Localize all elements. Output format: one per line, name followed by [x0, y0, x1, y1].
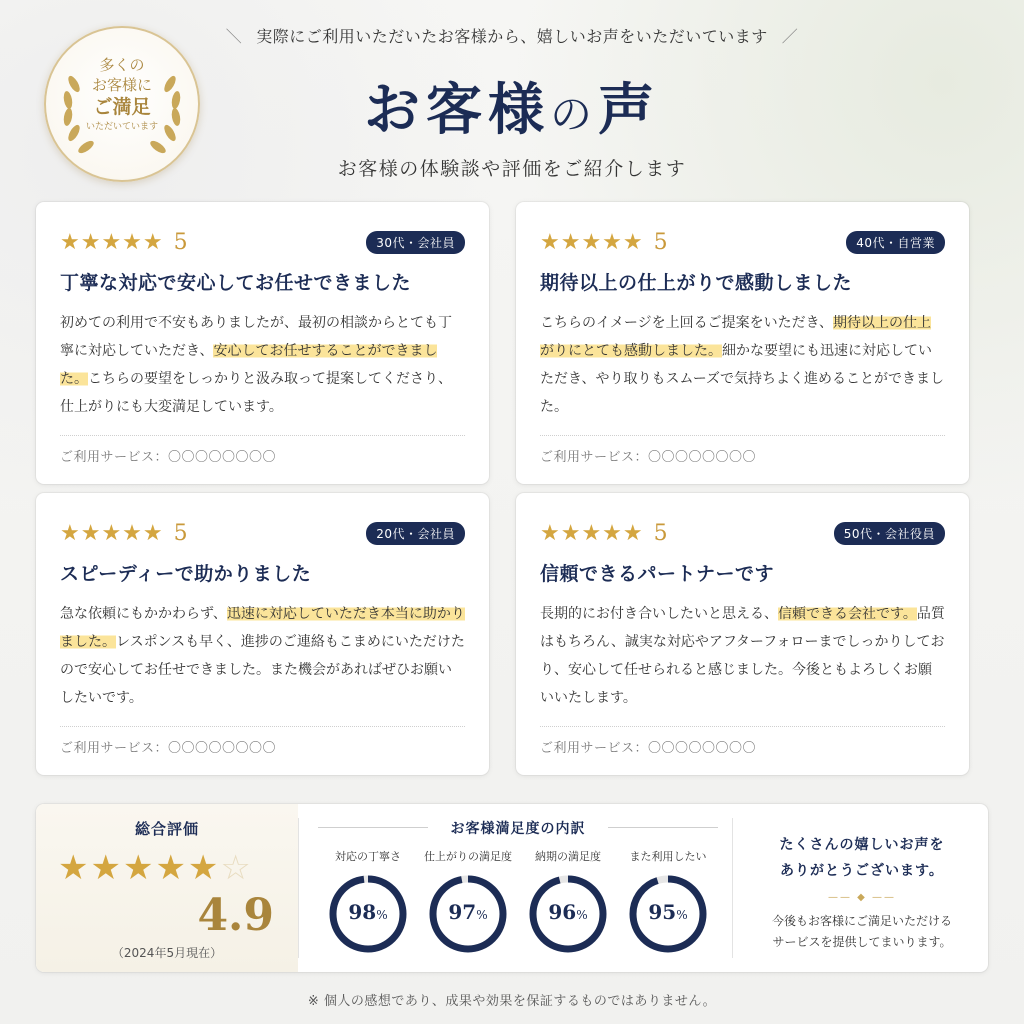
metric-value [328, 900, 408, 924]
review-title: 信頼できるパートナーです [540, 563, 775, 585]
progress-ring [428, 874, 508, 954]
metric-unit: % [676, 908, 688, 922]
review-text: 急な依頼にもかかわらず、 [60, 606, 227, 622]
metric-value [428, 900, 508, 924]
badge-line-4: いただいています [85, 121, 158, 132]
metric-number: 97 [448, 900, 477, 924]
metric-value [628, 900, 708, 924]
star-icons: ★★★★★ [540, 229, 644, 255]
review-card-header [60, 228, 465, 256]
rating-score: 5 [173, 520, 189, 546]
review-card-header [540, 228, 945, 256]
thanks-body-line-1: 今後もお客様にご満足いただける [771, 914, 952, 928]
star-rating [60, 521, 189, 546]
partial-star-icon: ★ [187, 848, 221, 888]
review-title: 丁寧な対応で安心してお任せできました [60, 272, 412, 294]
badge-line-1: 多くの [99, 56, 145, 74]
breakdown-title: お客様満足度の内訳 [318, 818, 718, 838]
star-rating [60, 230, 189, 255]
satisfaction-badge [44, 26, 200, 182]
rating-score: 5 [653, 229, 669, 255]
review-highlight: 信頼できる会社です。 [778, 606, 917, 622]
review-title: 期待以上の仕上がりで感動しました [540, 272, 853, 294]
overall-stars [58, 848, 253, 888]
divider [60, 726, 465, 727]
divider [60, 435, 465, 436]
metric-label: 対応の丁寧さ [335, 850, 401, 863]
thanks-line-1: たくさんの嬉しいお声を [779, 837, 945, 853]
service-used: ご利用サービス：〇〇〇〇〇〇〇〇 [540, 741, 757, 756]
metric-label: 仕上がりの満足度 [424, 850, 512, 863]
star-icons: ★★★★★ [540, 520, 644, 546]
metric-label: 納期の満足度 [535, 850, 601, 863]
review-text: こちらのイメージを上回るご提案をいただき、 [540, 315, 834, 331]
metric-label: また利用したい [629, 850, 707, 863]
divider [540, 726, 945, 727]
star-icons: ★★★★★ [60, 520, 164, 546]
metric-repeat [618, 848, 718, 954]
title-part-b: の [549, 90, 598, 139]
review-card [36, 493, 489, 775]
reviewer-tag: 40代・自営業 [846, 231, 945, 254]
review-card [516, 202, 969, 484]
left-slash: ＼ [225, 27, 243, 46]
empty-star-icon: ☆ [220, 848, 253, 888]
review-text: 細かな要望にも迅速に対応していただき、やり取りもスムーズで気持ちよく進めることができました。 [540, 343, 945, 415]
overall-label: 総合評価 [134, 820, 199, 838]
star-rating [540, 521, 669, 546]
title-part-c: 声 [598, 77, 660, 143]
metric-politeness [318, 848, 418, 954]
thanks-body-line-2: サービスを提供してまいります。 [772, 935, 952, 949]
lead-message: 実際にご利用いただいたお客様から、嬉しいお声をいただいています [256, 27, 768, 46]
review-card-header [540, 519, 945, 547]
review-text: 初めての利用で不安もありましたが、最初の相談からとても丁寧に対応していただき、 [60, 315, 452, 359]
star-rating [540, 230, 669, 255]
metric-number: 98 [348, 900, 377, 924]
divider [732, 818, 733, 958]
star-icons: ★★★★ [58, 848, 188, 888]
metric-delivery [518, 848, 618, 954]
thanks-title [736, 832, 988, 884]
satisfaction-breakdown [318, 804, 718, 972]
review-body [540, 309, 945, 421]
thanks-body [736, 911, 988, 953]
thanks-line-2: ありがとうございます。 [780, 863, 944, 879]
progress-ring [628, 874, 708, 954]
metric-number: 95 [648, 900, 677, 924]
metric-finish-quality [418, 848, 518, 954]
metric-unit: % [376, 908, 388, 922]
review-text: レスポンスも早く、進捗のご連絡もこまめにいただけたので安心してお任せできました。また機会があればぜひお願いしたいです。 [60, 634, 465, 706]
service-used: ご利用サービス：〇〇〇〇〇〇〇〇 [540, 450, 757, 465]
title-part-a: お客様 [363, 77, 550, 143]
review-highlight: 迅速に対応していただき本当に助かりました。 [60, 606, 465, 650]
service-used: ご利用サービス：〇〇〇〇〇〇〇〇 [60, 741, 277, 756]
overall-score: 4.9 [197, 890, 274, 941]
review-text: 長期的にお付き合いしたいと思える、 [540, 606, 778, 622]
badge-line-3: ご満足 [93, 96, 151, 118]
review-card [36, 202, 489, 484]
badge-line-2: お客様に [91, 75, 152, 94]
review-body [540, 600, 945, 712]
metric-unit: % [476, 908, 488, 922]
review-body [60, 309, 465, 421]
star-icons: ★★★★★ [60, 229, 164, 255]
metric-number: 96 [548, 900, 577, 924]
metric-unit: % [576, 908, 588, 922]
summary-panel [36, 804, 988, 972]
right-slash: ／ [781, 27, 799, 46]
progress-ring [328, 874, 408, 954]
overall-rating [36, 804, 298, 972]
review-text: 品質はもちろん、誠実な対応やアフターフォローまでしっかりしており、安心して任せられると感じました。今後ともよろしくお願いいたします。 [540, 606, 945, 706]
service-used: ご利用サービス：〇〇〇〇〇〇〇〇 [60, 450, 277, 465]
review-card-header [60, 519, 465, 547]
divider [540, 435, 945, 436]
review-body [60, 600, 465, 712]
review-title: スピーディーで助かりました [60, 563, 312, 585]
rating-score: 5 [173, 229, 189, 255]
progress-ring [528, 874, 608, 954]
reviewer-tag: 50代・会社役員 [834, 522, 945, 545]
review-highlight: 安心してお任せすることができました。 [60, 343, 438, 387]
rating-score: 5 [653, 520, 669, 546]
page-subtitle: お客様の体験談や評価をご紹介します [337, 158, 687, 180]
metric-value [528, 900, 608, 924]
badge-text [44, 56, 200, 133]
reviewer-tag: 20代・会社員 [366, 522, 465, 545]
review-highlight: 期待以上の仕上がりにとても感動しました。 [540, 315, 932, 359]
ornament-icon: —— ◆ —— [827, 892, 897, 903]
reviewer-tag: 30代・会社員 [366, 231, 465, 254]
review-text: こちらの要望をしっかりと汲み取って提案してくださり、仕上がりにも大変満足しています。 [60, 371, 452, 415]
divider [298, 818, 299, 958]
disclaimer: ※ 個人の感想であり、成果や効果を保証するものではありません。 [307, 994, 717, 1009]
rating-date: （2024年5月現在） [111, 946, 223, 960]
thanks-message [736, 804, 988, 972]
review-card [516, 493, 969, 775]
